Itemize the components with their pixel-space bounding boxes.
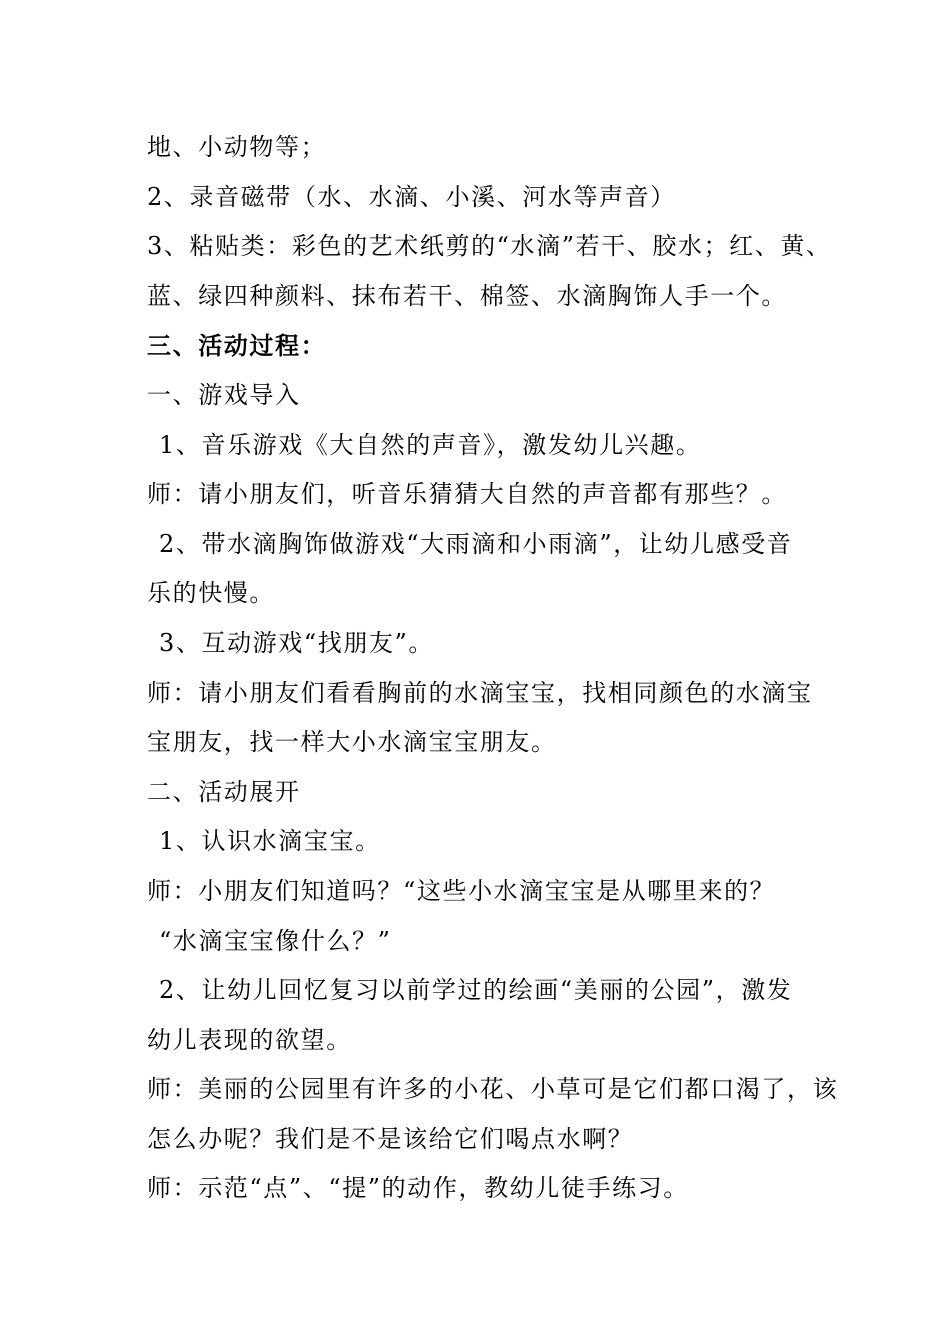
text-line: 幼儿表现的欲望。 xyxy=(147,1025,352,1054)
text-line: 地、小动物等； xyxy=(147,133,327,161)
text-line: 师：小朋友们知道吗？“这些小水滴宝宝是从哪里来的？ xyxy=(147,876,776,905)
document-page xyxy=(147,123,839,1214)
subsection-heading: 一、游戏导入 xyxy=(147,380,301,409)
text-line: 乐的快慢。 xyxy=(147,579,275,608)
text-line: 2、录音磁带（水、水滴、小溪、河水等声音） xyxy=(147,182,676,211)
text-line: 师：美丽的公园里有许多的小花、小草可是它们都口渴了，该 xyxy=(147,1075,839,1104)
text-line: 1、音乐游戏《大自然的声音》，激发幼儿兴趣。 xyxy=(159,430,702,459)
text-line: 1、认识水滴宝宝。 xyxy=(159,827,381,856)
text-line: 3、粘贴类：彩色的艺术纸剪的“水滴”若干、胶水；红、黄、 xyxy=(147,232,832,261)
section-heading: 三、活动过程： xyxy=(147,331,327,361)
text-line: 2、带水滴胸饰做游戏“大雨滴和小雨滴”，让幼儿感受音 xyxy=(159,529,793,558)
text-line: 蓝、绿四种颜料、抹布若干、棉签、水滴胸饰人手一个。 xyxy=(147,281,787,310)
text-line: 2、让幼儿回忆复习以前学过的绘画“美丽的公园”，激发 xyxy=(159,976,793,1005)
text-line: 师：请小朋友们看看胸前的水滴宝宝，找相同颜色的水滴宝 xyxy=(147,678,813,707)
text-line: 宝朋友，找一样大小水滴宝宝朋友。 xyxy=(147,728,557,757)
text-line: “水滴宝宝像什么？” xyxy=(159,926,392,955)
text-line: 怎么办呢？我们是不是该给它们喝点水啊？ xyxy=(147,1124,634,1153)
text-line: 师：请小朋友们，听音乐猜猜大自然的声音都有那些？。 xyxy=(147,480,787,509)
text-line: 师：示范“点”、“提”的动作，教幼儿徒手练习。 xyxy=(147,1174,689,1203)
subsection-heading: 二、活动展开 xyxy=(147,777,301,806)
text-line: 3、互动游戏“找朋友”。 xyxy=(159,628,435,657)
